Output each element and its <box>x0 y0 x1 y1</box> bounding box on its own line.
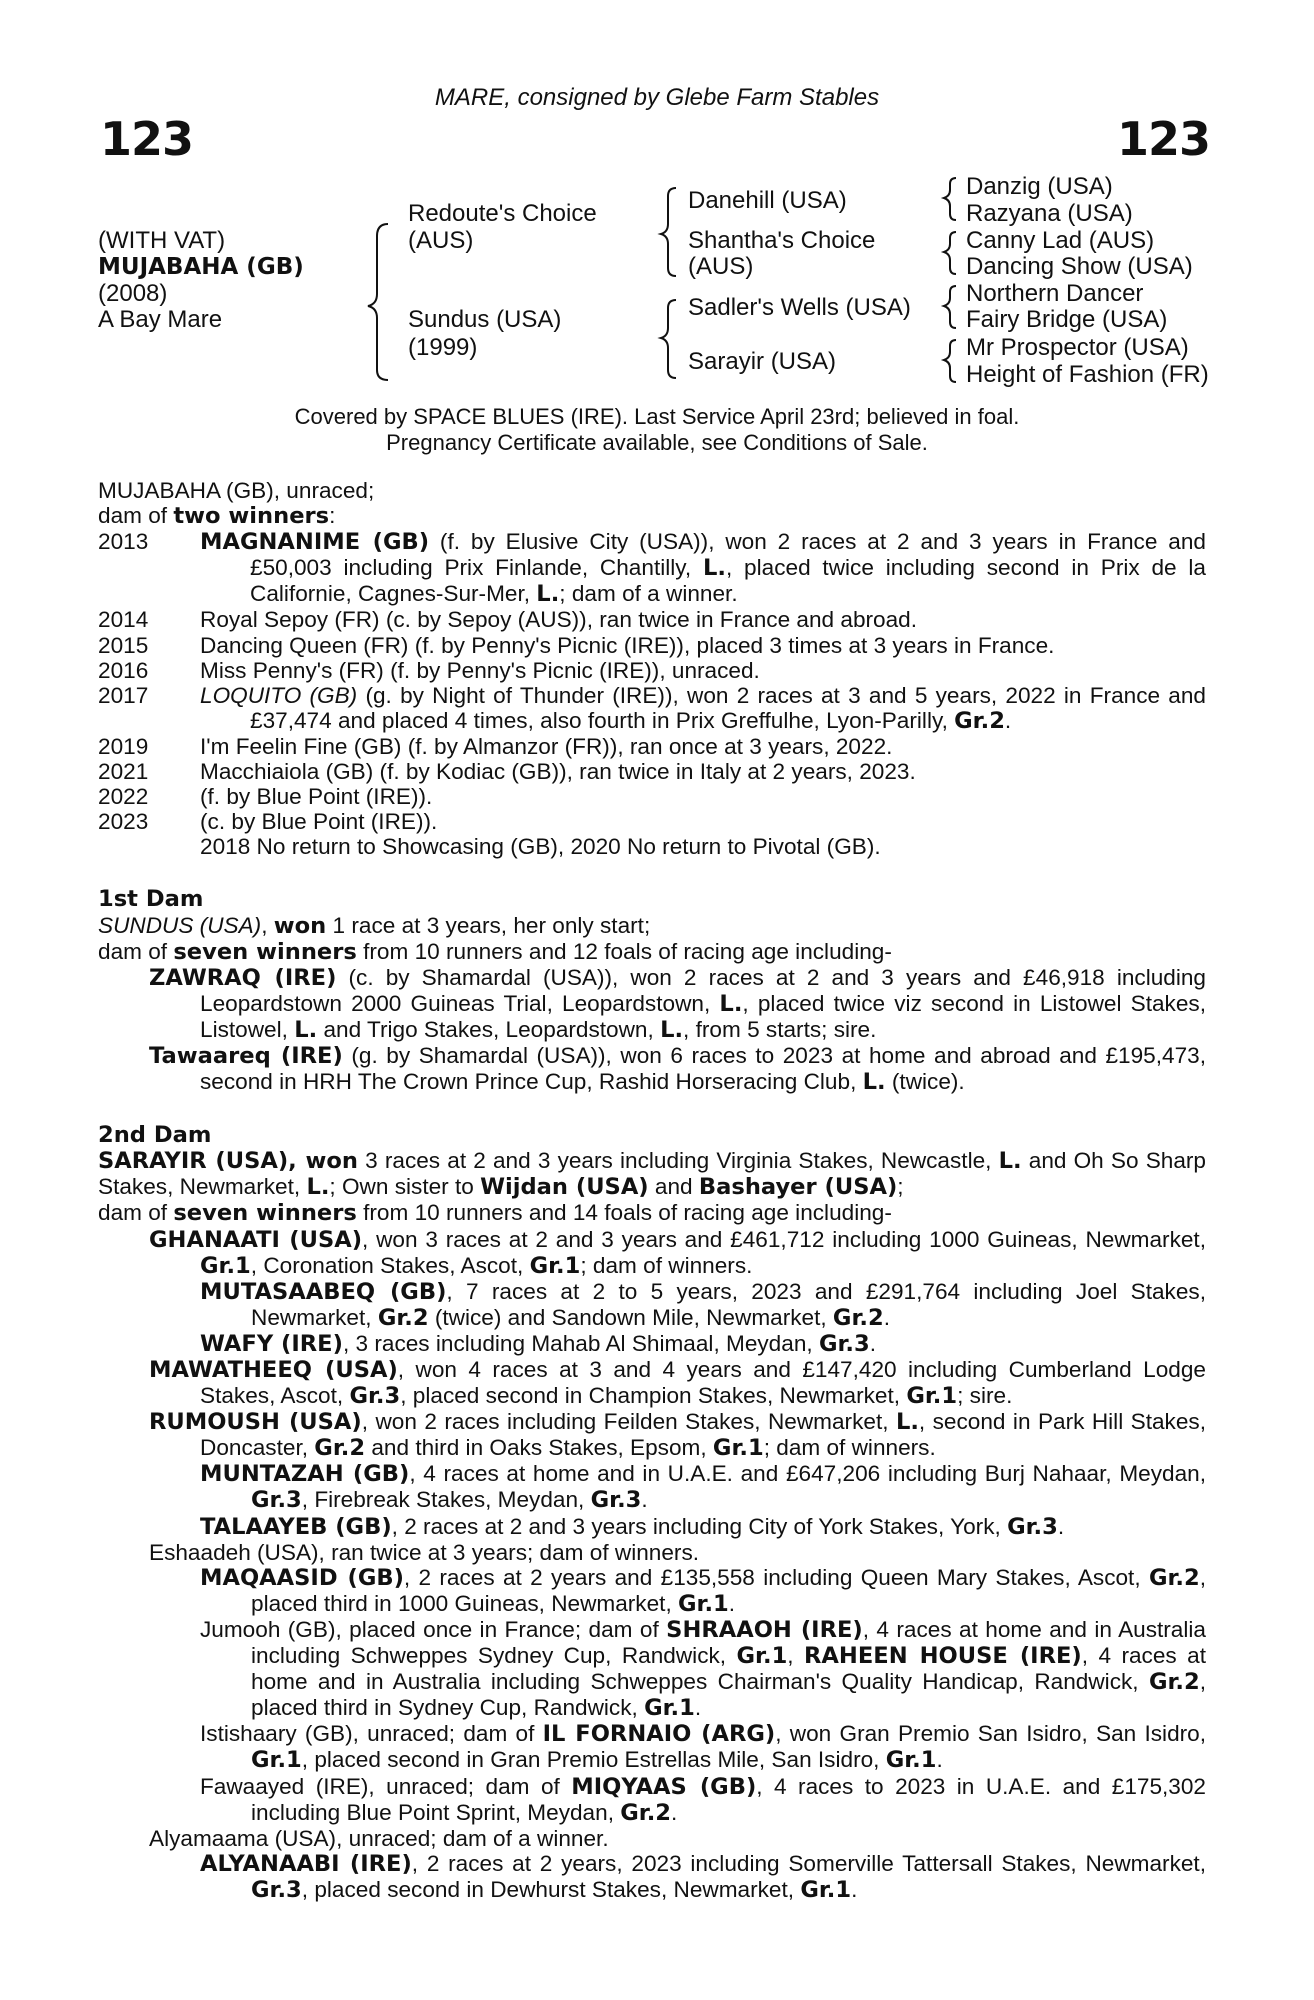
bracket-gen1 <box>368 224 388 380</box>
first-dam-line: SUNDUS (USA), won 1 race at 3 years, her only start; <box>98 912 651 939</box>
produce-intro: MUJABAHA (GB), unraced; <box>98 478 375 503</box>
g3-5: Northern Dancer <box>966 280 1144 307</box>
produce-row: 2017 LOQUITO (GB) (g. by Night of Thunder (IRE)), won 2 races at 3 and 5 years, 2022 in France and £37,474 and placed 4 times, also fourth in Prix Greffulhe, Lyon-Parilly, Gr.2. <box>98 682 1206 734</box>
second-dam-line: SARAYIR (USA), won 3 races at 2 and 3 years including Virginia Stakes, Newcastle, L. and Oh So Sharp Stakes, Newmarket, L.; Own sister to Wijdan (USA) and Bashayer (USA); <box>98 1148 1206 1201</box>
grand-produce: TALAAYEB (GB), 2 races at 2 and 3 years including City of York Stakes, York, Gr.3. <box>200 1513 1065 1540</box>
first-dam-heading: 1st Dam <box>98 886 204 913</box>
second-dam-produce: Eshaadeh (USA), ran twice at 3 years; dam of winners. <box>149 1539 700 1565</box>
produce-row: 2019 I'm Feelin Fine (GB) (f. by Almanzor (FR)), ran once at 3 years, 2022. <box>98 733 893 759</box>
grand-produce: WAFY (IRE), 3 races including Mahab Al Shimaal, Meydan, Gr.3. <box>200 1330 876 1357</box>
g3-1: Danzig (USA) <box>966 173 1113 200</box>
produce-row: 2014 Royal Sepoy (FR) (c. by Sepoy (AUS)), ran twice in France and abroad. <box>98 607 918 633</box>
catalogue-body: MUJABAHA (GB), unraced; dam of two winners: 2013 MAGNANIME (GB) (f. by Elusive City (USA)), won 2 races at 2 and 3 years in France and £50,003 including Prix Finlande, Chantilly, L., placed twice including second in Prix de la Californie, Cagnes-Sur-Mer, L.; dam of a winner. 2014 Royal Sepoy (FR) (c. by Sepoy (AUS)), ran twice in France and abroad. 2015 Dancing Queen (FR) (f. by Penny's Picnic (IRE)), placed 3 times at 3 years in France. 2016 Miss Penny's (FR) (f. by Penny's Picnic (IRE)), unraced. 2017 LOQUITO (GB) (g. by Night of Thunder (IRE)), won 2 races at 3 and 5 years, 2022 in France and £37,474 and placed 4 times, also fourth in Prix Greffulhe, Lyon-Parilly, Gr.2. 2019 I'm Feelin Fine (GB) (f. by Almanzor (FR)), ran once at 3 years, 2022. 2021 Macchiaiola (GB) (f. by Kodiac (GB)), ran twice in Italy at 2 years, 2023. 2022 (f. by Blue Point (IRE)). 2023 (c. by Blue Point (IRE)). 2018 No return to Showcasing (GB), 2020 No return to Pivotal (GB). 1st Dam SUNDUS (USA), won 1 race at 3 years, her only start; dam of seven winners from 10 runners and 12 foals of racing age including- ZAWRAQ (IRE) (c. by Shamardal (USA)), won 2 races at 2 and 3 years and £46,918 including Leopardstown 2000 Guineas Trial, Leopardstown, L., placed twice viz second in Listowel Stakes, Listowel, L. and Trigo Stakes, Leopardstown, L., from 5 starts; sire. Tawaareq (IRE) (g. by Shamardal (USA)), won 6 races to 2023 at home and abroad and £195,473, second in HRH The Crown Prince Cup, Rashid Horseracing Club, L. (twice). 2nd Dam SARAYIR (USA), won 3 races at 2 and 3 years including Virginia Stakes, Newcastle, L. and Oh So Sharp Stakes, Newmarket, L.; Own sister to Wijdan (USA) and Bashayer (USA); dam of seven winners from 10 runners and 14 foals of racing age including- GHANAATI (USA), won 3 races at 2 and 3 years and £461,712 including 1000 Guineas, Newmarket, Gr.1, Coronation Stakes, Ascot, Gr.1; dam of winners. MUTASAABEQ (GB), 7 races at 2 to 5 years, 2023 and £291,764 including Joel Stakes, Newmarket, Gr.2 (twice) and Sandown Mile, Newmarket, Gr.2. WAFY (IRE), 3 races including Mahab Al Shimaal, Meydan, Gr.3. MAWATHEEQ (USA), won 4 races at 3 and 4 years and £147,420 including Cumberland Lodge Stakes, Ascot, Gr.3, placed second in Champion Stakes, Newmarket, Gr.1; sire. RUMOUSH (USA), won 2 races including Feilden Stakes, Newmarket, L., second in Park Hill Stakes, Doncaster, Gr.2 and third in Oaks Stakes, Epsom, Gr.1; dam of winners. MUNTAZAH (GB), 4 races at home and in U.A.E. and £647,206 including Burj Nahaar, Meydan, Gr.3, Firebreak Stakes, Meydan, Gr.3. TALAAYEB (GB), 2 races at 2 and 3 years including City of York Stakes, York, Gr.3. Eshaadeh (USA), ran twice at 3 years; dam of winners. MAQAASID (GB), 2 races at 2 years and £135,558 including Queen Mary Stakes, Ascot, Gr.2, placed third in 1000 Guineas, Newmarket, Gr.1. Jumooh (GB), placed once in France; dam of SHRAAOH (IRE), 4 races at home and in Australia including Schweppes Sydney Cup, Randwick, Gr.1, RAHEEN HOUSE (IRE), 4 races at home and in Australia including Schweppes Chairman's Quality Handicap, Randwick, Gr.2, placed third in Sydney Cup, Randwick, Gr.1. Istishaary (GB), unraced; dam of IL FORNAIO (ARG), won Gran Premio San Isidro, San Isidro, Gr.1, placed second in Gran Premio Estrellas Mile, San Isidro, Gr.1. Fawaayed (IRE), unraced; dam of MIQYAAS (GB), 4 races to 2023 in U.A.E. and £175,302 including Blue Point Sprint, Meydan, Gr.2. Alyamaama (USA), unraced; dam of a winner. ALYANAABI (IRE), 2 races at 2 years, 2023 including Somerville Tattersall Stakes, Newmarket, Gr.3, placed second in Dewhurst Stakes, Newmarket, Gr.1. <box>98 478 1207 1903</box>
dam-sire: Sadler's Wells (USA) <box>688 294 911 321</box>
dam-name: Sundus (USA) <box>408 306 562 333</box>
sire-name: Redoute's Choice <box>408 200 597 227</box>
second-dam-produce: MAWATHEEQ (USA), won 4 races at 3 and 4 years and £147,420 including Cumberland Lodge Stakes, Ascot, Gr.3, placed second in Champion Stakes, Newmarket, Gr.1; sire. <box>149 1357 1206 1410</box>
g3-2: Razyana (USA) <box>966 200 1133 227</box>
dam-dam: Sarayir (USA) <box>688 348 837 375</box>
grand-produce: MAQAASID (GB), 2 races at 2 years and £135,558 including Queen Mary Stakes, Ascot, Gr.2, placed third in 1000 Guineas, Newmarket, Gr.1. <box>200 1564 1206 1617</box>
consignment-line: MARE, consigned by Glebe Farm Stables <box>434 84 880 111</box>
produce-note: 2018 No return to Showcasing (GB), 2020 No return to Pivotal (GB). <box>200 834 881 860</box>
second-dam-produce: RUMOUSH (USA), won 2 races including Feilden Stakes, Newmarket, L., second in Park Hill Stakes, Doncaster, Gr.2 and third in Oaks Stakes, Epsom, Gr.1; dam of winners. <box>149 1409 1206 1462</box>
grand-produce: Istishaary (GB), unraced; dam of IL FORNAIO (ARG), won Gran Premio San Isidro, San Isidro, Gr.1, placed second in Gran Premio Estrellas Mile, San Isidro, Gr.1. <box>200 1721 1207 1774</box>
g3-3: Canny Lad (AUS) <box>966 227 1155 254</box>
g3-4: Dancing Show (USA) <box>966 253 1193 280</box>
second-dam-produce: GHANAATI (USA), won 3 races at 2 and 3 years and £461,712 including 1000 Guineas, Newmarket, Gr.1, Coronation Stakes, Ascot, Gr.1; dam of winners. <box>149 1226 1206 1279</box>
grand-produce: ALYANAABI (IRE), 2 races at 2 years, 2023 including Somerville Tattersall Stakes, Newmarket, Gr.3, placed second in Dewhurst Stakes, Newmarket, Gr.1. <box>200 1850 1206 1903</box>
bracket-dam <box>661 300 676 378</box>
horse-description: A Bay Mare <box>98 306 223 333</box>
sire-dam-name: Shantha's Choice <box>688 227 876 254</box>
produce-row: 2021 Macchiaiola (GB) (f. by Kodiac (GB)), ran twice in Italy at 2 years, 2023. <box>98 759 916 785</box>
produce-row: 2015 Dancing Queen (FR) (f. by Penny's Picnic (IRE)), placed 3 times at 3 years in France. <box>98 632 1055 658</box>
produce-row: 2013 MAGNANIME (GB) (f. by Elusive City (USA)), won 2 races at 2 and 3 years in France and £50,003 including Prix Finlande, Chantilly, L., placed twice including second in Prix de la Californie, Cagnes-Sur-Mer, L.; dam of a winner. <box>98 529 1206 608</box>
g3-7: Mr Prospector (USA) <box>966 334 1189 361</box>
second-dam-heading: 2nd Dam <box>98 1122 212 1149</box>
bracket-sire <box>661 188 676 276</box>
cover-line-2: Pregnancy Certificate available, see Conditions of Sale. <box>386 430 928 455</box>
first-dam-produce: ZAWRAQ (IRE) (c. by Shamardal (USA)), won 2 races at 2 and 3 years and £46,918 including Leopardstown 2000 Guineas Trial, Leopardstown, L., placed twice viz second in Listowel Stakes, Listowel, L. and Trigo Stakes, Leopardstown, L., from 5 starts; sire. <box>149 964 1206 1043</box>
sire-sire: Danehill (USA) <box>688 187 847 214</box>
sire-country: (AUS) <box>408 227 474 254</box>
produce-row: 2023 (c. by Blue Point (IRE)). <box>98 809 438 835</box>
horse-name: MUJABAHA (GB) <box>98 254 304 280</box>
second-dam-produce: Alyamaama (USA), unraced; dam of a winner. <box>149 1825 609 1851</box>
cover-line-1: Covered by SPACE BLUES (IRE). Last Service April 23rd; believed in foal. <box>294 404 1020 429</box>
g3-8: Height of Fashion (FR) <box>966 361 1209 388</box>
produce-row: 2022 (f. by Blue Point (IRE)). <box>98 784 433 810</box>
dam-year: (1999) <box>408 334 478 361</box>
grand-produce: MUTASAABEQ (GB), 7 races at 2 to 5 years, 2023 and £291,764 including Joel Stakes, Newmarket, Gr.2 (twice) and Sandown Mile, Newmarket, Gr.2. <box>200 1278 1206 1331</box>
grand-produce: MUNTAZAH (GB), 4 races at home and in U.A.E. and £647,206 including Burj Nahaar, Meydan, Gr.3, Firebreak Stakes, Meydan, Gr.3. <box>200 1461 1206 1514</box>
first-dam-produce: Tawaareq (IRE) (g. by Shamardal (USA)), won 6 races to 2023 at home and abroad and £195,473, second in HRH The Crown Prince Cup, Rashid Horseracing Club, L. (twice). <box>149 1042 1206 1096</box>
lot-number-left: 123 <box>100 112 194 166</box>
horse-vat: (WITH VAT) <box>98 227 226 254</box>
sire-dam-country: (AUS) <box>688 253 754 280</box>
produce-row: 2016 Miss Penny's (FR) (f. by Penny's Picnic (IRE)), unraced. <box>98 657 760 683</box>
grand-produce: Fawaayed (IRE), unraced; dam of MIQYAAS (GB), 4 races to 2023 in U.A.E. and £175,302 including Blue Point Sprint, Meydan, Gr.2. <box>200 1773 1206 1826</box>
grand-produce: Jumooh (GB), placed once in France; dam of SHRAAOH (IRE), 4 races at home and in Australia including Schweppes Sydney Cup, Randwick, Gr.1, RAHEEN HOUSE (IRE), 4 races at home and in Australia including Schweppes Chairman's Quality Handicap, Randwick, Gr.2, placed third in Sydney Cup, Randwick, Gr.1. <box>200 1616 1206 1722</box>
lot-number-right: 123 <box>1116 112 1210 166</box>
g3-6: Fairy Bridge (USA) <box>966 306 1168 333</box>
horse-year: (2008) <box>98 280 168 307</box>
